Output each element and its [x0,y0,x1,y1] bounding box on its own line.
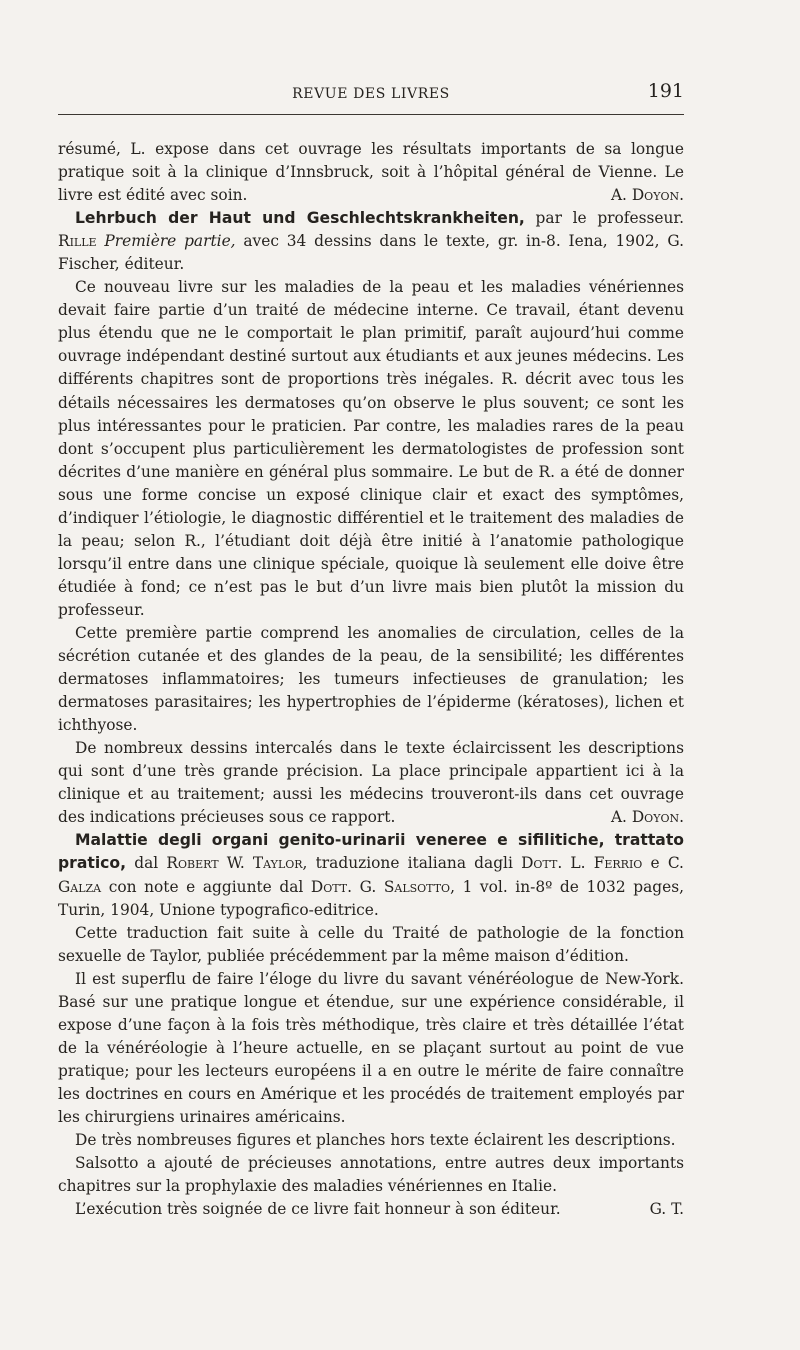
review-2-paragraph-3-text: De nombreux dessins intercalés dans le texte éclaircissent les descriptions qui sont d’une très grande précision. La place principale appartient ici à la clinique et au traitement; aussi les médecins trouveront-ils dans cet ouvrage des indications précieuses sous ce rapport. [58,739,684,827]
review-3-author: Robert W. Taylor, [166,854,308,873]
page-number: 191 [647,80,684,102]
review-3-paragraph-5 [58,1198,684,1221]
review-2-publication: avec 34 dessins dans le texte, gr. in-8. Iena, 1902, G. Fischer, éditeur. [58,232,684,274]
review-2-paragraph-1: Ce nouveau livre sur les maladies de la peau et les maladies vénériennes devait faire partie d’un traité de médecine interne. Ce travail, étant devenu plus étendu que ne le comportait le plan primitif, paraît aujourd’hui comme ouvrage indépendant destiné surtout aux étudiants et aux jeunes médecins. Les différents chapitres sont de proportions très inégales. R. décrit avec tous les détails nécessaires les dermatoses qu’on observe le plus souvent; ce sont les plus intéressantes pour le praticien. Par contre, les maladies rares de la peau dont s’occupent plus particulièrement les dermatologistes de profession sont décrites d’une manière en général plus sommaire. Le but de R. a été de donner sous une forme concise un exposé clinique clair et exact des symptômes, d’indiquer l’étiologie, le diagnostic différentiel et le traitement des maladies de la peau; selon R., l’étudiant doit déjà être initié à l’anatomie pathologique lorsqu’il entre dans une clinique spéciale, quoique là seulement elle doive être étudiée à fond; ce n’est pas le but d’un livre mais bien plutôt la mission du professeur. [58,278,684,619]
review-3-paragraph-1: Cette traduction fait suite à celle du Traité de pathologie de la fonction sexuelle de Taylor, publiée précédemment par la même maison d’édition. [58,923,684,965]
review-2-heading [58,207,684,276]
review-2-author: Rille [58,232,97,251]
review-3-heading [58,829,684,921]
review-2-paragraph-3 [58,737,684,829]
running-header [58,78,684,108]
review-3-title: Malattie degli organi genito-urinarii veneree e sifilitiche, trattato pratico, [58,831,684,873]
review-3-paragraph-5-text: L’exécution très soignée de ce livre fait honneur à son éditeur. [75,1200,561,1219]
review-2-part: Première partie, [104,232,236,251]
review-2-title: Lehrbuch der Haut und Geschlechtskrankheiten, [75,209,525,228]
review-3-paragraph-3: De très nombreuses figures et planches hors texte éclairent les descriptions. [75,1131,676,1150]
review-3-annotator: Dott. G. Salsotto, [310,877,455,896]
review-1-end [58,138,684,207]
review-1-text: résumé, L. expose dans cet ouvrage les résultats importants de sa longue pratique soit à la clinique d’Innsbruck, soit à l’hôpital général de Vienne. Le livre est édité avec soin. [58,140,684,205]
review-3-translator-1: Dott. L. Ferrio [521,854,643,873]
header-rule [58,114,684,115]
review-2-signature: A. Doyon. [610,808,684,827]
review-3-and: e [650,854,660,873]
page-body [58,138,684,1221]
review-3-notes: con note e aggiunte dal [108,877,304,896]
review-3-signature: G. T. [649,1200,684,1219]
review-1-signature: A. Doyon. [610,186,684,205]
review-3-publication: 1 vol. in-8º de 1032 pages, Turin, 1904, Unione typografico-editrice. [58,877,684,919]
review-3-dal: dal [134,854,159,873]
review-2-by: par le professeur. [535,209,684,228]
running-title: REVUE DES LIVRES [292,86,450,102]
review-3-translator-2: C. Galza [58,854,684,896]
review-3-translation: traduzione italiana dagli [315,854,513,873]
review-3-paragraph-2: Il est superflu de faire l’éloge du livre du savant vénéréologue de New-York. Basé sur une pratique longue et étendue, sur une expérience considérable, il expose d’une façon à la fois très méthodique, très claire et très détaillée l’état de la vénéréologie à l’heure actuelle, en se plaçant surtout au point de vue pratique; pour les lecteurs européens il a en outre le mérite de faire connaître les doctrines en cours en Amérique et les procédés de traitement employés par les chirurgiens urinaires américains. [58,969,684,1126]
review-3-paragraph-4: Salsotto a ajouté de précieuses annotations, entre autres deux importants chapitres sur la prophylaxie des maladies vénériennes en Italie. [58,1154,684,1196]
review-2-paragraph-2: Cette première partie comprend les anomalies de circulation, celles de la sécrétion cutanée et des glandes de la peau, de la sensibilité; les différentes dermatoses inflammatoires; les tumeurs infectieuses de granulation; les dermatoses parasitaires; les hypertrophies de l’épiderme (kératoses), lichen et ichthyose. [58,623,684,735]
